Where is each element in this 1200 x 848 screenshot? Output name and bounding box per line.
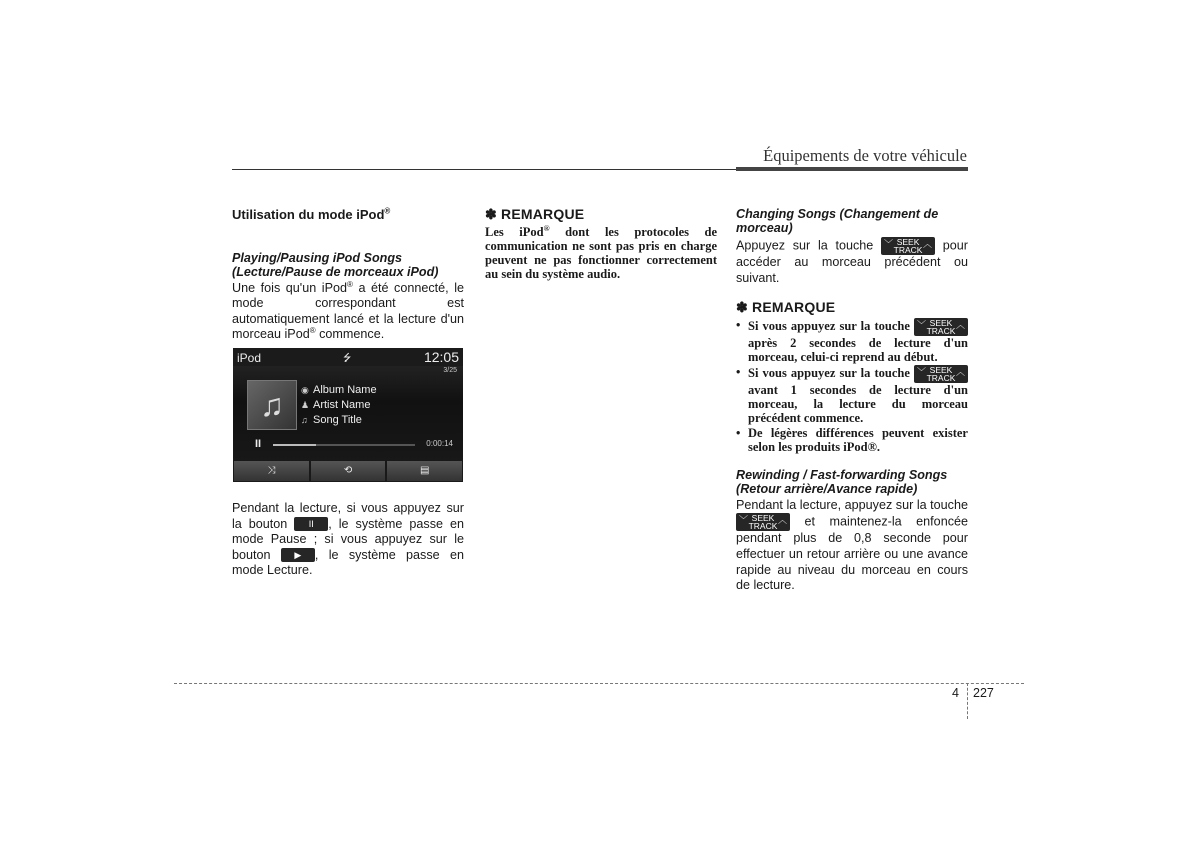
- screen-mode-label: iPod: [237, 351, 262, 365]
- header-rule-accent: [736, 167, 968, 171]
- remark-heading: ✽ REMARQUE: [485, 206, 585, 222]
- seek-track-button-icon: ﹀ SEEK TRACK ︿: [914, 365, 968, 383]
- list-icon: ▤: [387, 461, 462, 481]
- subheading-changing-songs: Changing Songs (Changement de morceau): [736, 207, 939, 235]
- pause-button-icon: II: [294, 517, 328, 531]
- running-header: Équipements de votre véhicule: [763, 146, 967, 165]
- chapter-number: 4: [952, 686, 959, 700]
- progress-fill: [273, 444, 316, 446]
- column-left: [232, 207, 464, 343]
- paragraph-pause-play: Pendant la lecture, si vous appuyez sur la bouton II , le système passe en mode Pause ; si vous appuyez sur le bouton ▶ , le système passe en mode Lecture.: [232, 501, 464, 578]
- artist-name-row: ♟ Artist Name: [301, 399, 371, 411]
- elapsed-time: 0:00:14: [426, 439, 453, 448]
- paragraph-rewinding: Pendant la lecture, appuyez sur la touche ﹀ SEEK TRACK ︿ et maintenez-la enfoncée pendant plus de 0,8 seconde pour effectuer un retour arrière ou une avance rapide au niveau du morceau en cours de lecture.: [736, 497, 968, 593]
- album-name-row: ◉ Album Name: [301, 384, 377, 396]
- column-middle: [485, 207, 717, 281]
- footer-dashed-rule: [174, 683, 1024, 684]
- artist-icon: ♟: [301, 400, 310, 410]
- seek-track-button-icon: ﹀ SEEK TRACK ︿: [914, 318, 968, 336]
- screen-clock: 12:05: [423, 349, 459, 365]
- usb-icon: ⭍: [343, 353, 352, 364]
- remark-bullet-differences: • De légères différences peuvent exister selon les produits iPod®.: [736, 426, 968, 454]
- track-counter: 3/25: [443, 367, 457, 374]
- remark-protocols: Les iPod® dont les protocoles de communication ne sont pas pris en charge peuvent ne pas fonctionner correctement au sein du système audio.: [485, 223, 718, 281]
- paragraph-ipod-connected: Une fois qu'un iPod® a été connecté, le mode correspondant est automatiquement lancé et la lecture d'un morceau iPod® commence.: [232, 279, 465, 342]
- ipod-screen-illustration: [233, 348, 463, 482]
- subheading-playing-pausing: Playing/Pausing iPod Songs (Lecture/Pause de morceaux iPod): [232, 250, 439, 279]
- paragraph-changing-songs: Appuyez sur la touche ﹀ SEEK TRACK ︿ pour accéder au morceau précédent ou suivant.: [736, 237, 968, 285]
- column-left-lower: [232, 499, 464, 579]
- album-icon: ◉: [301, 385, 309, 395]
- song-icon: ♫: [301, 415, 308, 425]
- remark-bullet-before-1s: • Si vous appuyez sur la touche ﹀ SEEK TRACK ︿ avant 1 secondes de lecture d'un morceau, la lecture du morceau précédent commence.: [736, 365, 968, 425]
- seek-track-button-icon: ﹀ SEEK TRACK ︿: [881, 237, 935, 255]
- section-heading: Utilisation du mode iPod®: [232, 206, 391, 222]
- play-button-icon: ▶: [281, 548, 315, 562]
- song-title-row: ♫ Song Title: [301, 414, 362, 426]
- remark-bullets: [736, 318, 968, 454]
- remark-bullet-after-2s: • Si vous appuyez sur la touche ﹀ SEEK TRACK ︿ après 2 secondes de lecture d'un morceau, celui-ci reprend au début.: [736, 318, 968, 364]
- column-right: [736, 207, 968, 594]
- subheading-rewinding: Rewinding / Fast-forwarding Songs (Retour arrière/Avance rapide): [736, 467, 948, 496]
- remark-heading-2: ✽ REMARQUE: [736, 299, 836, 316]
- repeat-icon: ⟲: [311, 461, 386, 481]
- progress-track: [273, 444, 415, 446]
- screen-pause-icon: II: [255, 438, 262, 450]
- page-number: 227: [973, 686, 994, 700]
- shuffle-icon: ⤨: [234, 461, 309, 481]
- footer-vertical-rule: [967, 683, 968, 719]
- album-art-icon: ♫: [247, 380, 297, 430]
- screen-bottom-bar: [233, 460, 463, 482]
- seek-track-button-icon: ﹀ SEEK TRACK ︿: [736, 513, 790, 531]
